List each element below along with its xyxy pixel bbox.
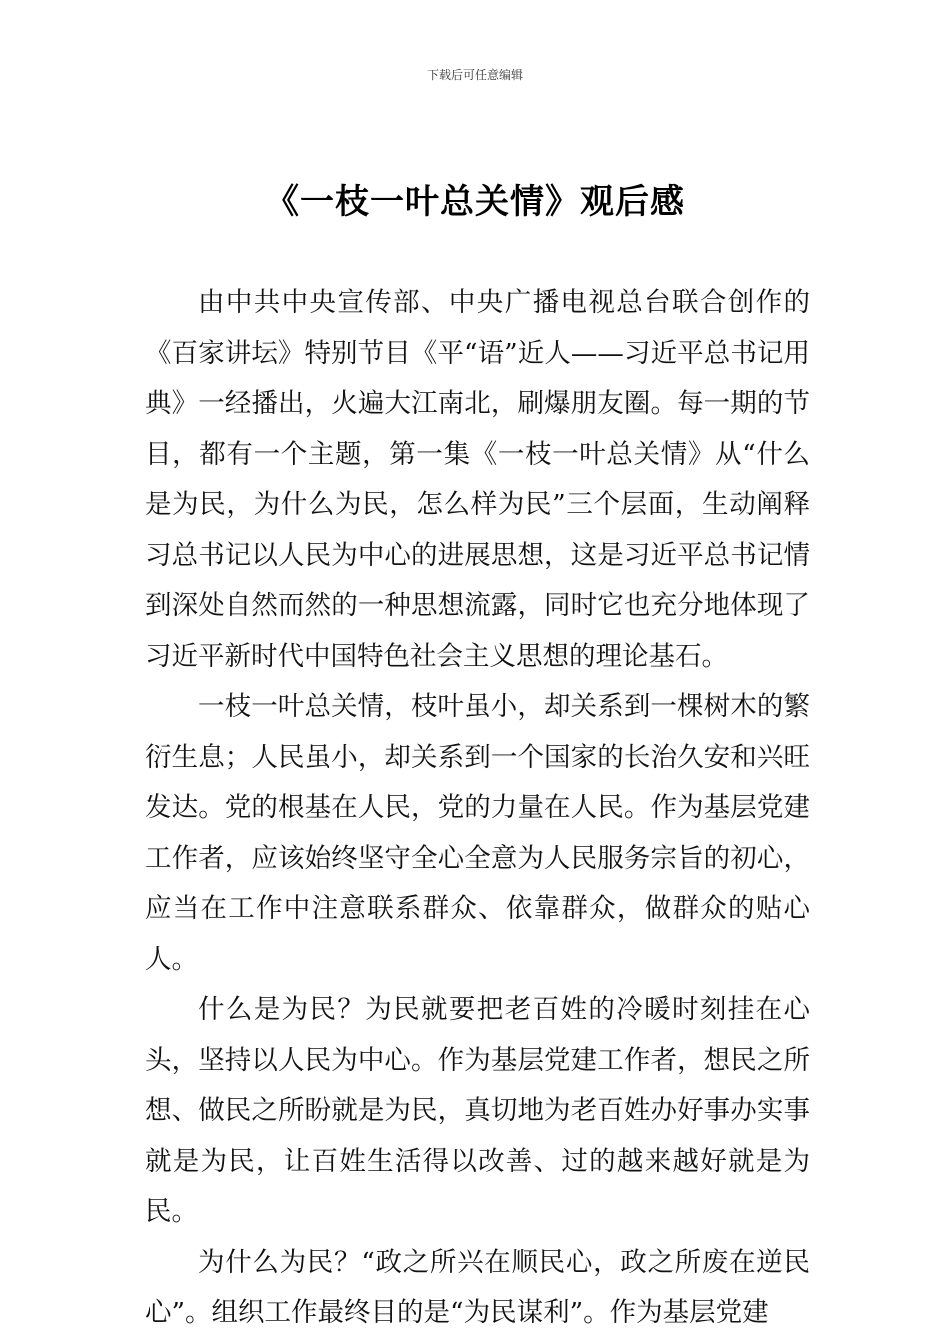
paragraph-1: 由中共中央宣传部、中央广播电视总台联合创作的《百家讲坛》特别节目《平“语”近人——习近平总书记用典》一经播出，火遍大江南北，刷爆朋友圈。每一期的节目，都有一个主题，第一集《一枝一叶总关情》从“什么是为民，为什么为民，怎么样为民”三个层面，生动阐释习总书记以人民为中心的进展思想，这是习近平总书记情到深处自然而然的一种思想流露，同时它也充分地体现了习近平新时代中国特色社会主义思想的理论基石。	[145, 287, 810, 672]
paragraph-2: 一枝一叶总关情，枝叶虽小，却关系到一棵树木的繁衍生息；人民虽小，却关系到一个国家的长治久安和兴旺发达。党的根基在人民，党的力量在人民。作为基层党建工作者，应该始终坚守全心全意为人民服务宗旨的初心，应当在工作中注意联系群众、依靠群众，做群众的贴心人。	[145, 691, 810, 975]
document-title: 《一枝一叶总关情》观后感	[265, 182, 685, 222]
paragraph-3: 什么是为民？为民就要把老百姓的冷暖时刻挂在心头，坚持以人民为中心。作为基层党建工作者，想民之所想、做民之所盼就是为民，真切地为老百姓办好事办实事就是为民，让百姓生活得以改善、过的越来越好就是为民。	[145, 994, 810, 1227]
paragraph-4: 为什么为民？“政之所兴在顺民心，政之所废在逆民心”。组织工作最终目的是“为民谋利”。作为基层党建	[145, 1246, 810, 1328]
header-note: 下载后可任意编辑	[426, 68, 523, 82]
document-body	[145, 278, 810, 1339]
